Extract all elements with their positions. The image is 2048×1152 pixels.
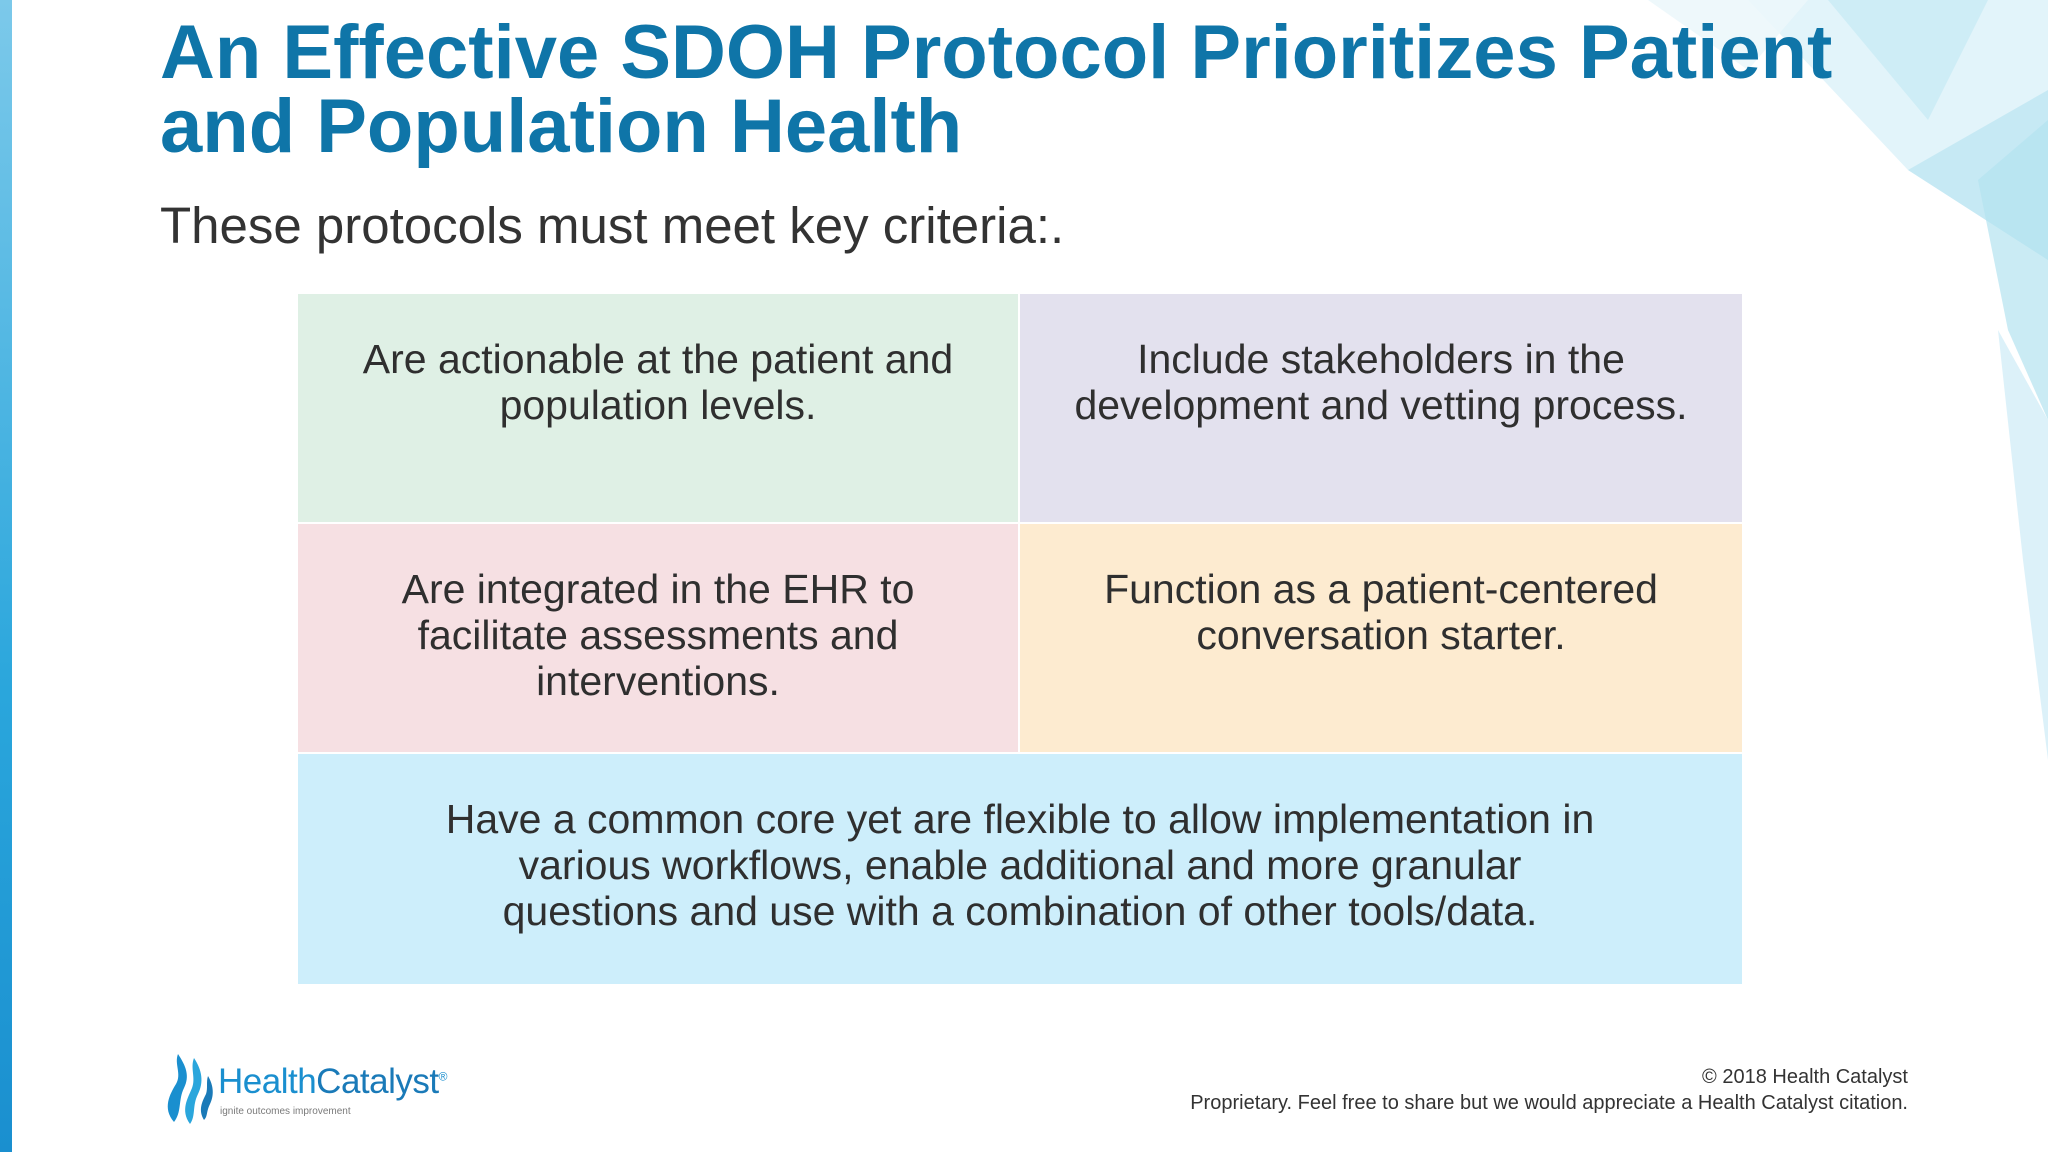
slide-subtitle: These protocols must meet key criteria:. xyxy=(160,197,1065,254)
logo-trademark: ® xyxy=(438,1069,447,1084)
left-accent-stripe xyxy=(0,0,12,1152)
logo-wordmark xyxy=(218,1062,447,1102)
slide-title: An Effective SDOH Protocol Prioritizes Patient and Population Health xyxy=(160,10,1833,169)
footer-notice: Proprietary. Feel free to share but we would appreciate a Health Catalyst citation. xyxy=(1190,1092,1908,1114)
health-catalyst-logo xyxy=(160,1050,460,1130)
logo-tagline: ignite outcomes improvement xyxy=(220,1106,351,1117)
footer xyxy=(1190,1064,1908,1116)
criteria-box-stakeholders: Include stakeholders in the development and vetting process. xyxy=(1020,294,1742,522)
criteria-grid xyxy=(298,294,1742,984)
criteria-box-ehr-integration: Are integrated in the EHR to facilitate assessments and interventions. xyxy=(298,524,1018,752)
criteria-box-common-core: Have a common core yet are flexible to allow implementation in various workflows, enable additional and more granular questions and use with a combination of other tools/data. xyxy=(298,754,1742,984)
logo-name-health: Health xyxy=(218,1062,317,1101)
criteria-box-conversation-starter: Function as a patient-centered conversation starter. xyxy=(1020,524,1742,752)
footer-copyright: © 2018 Health Catalyst xyxy=(1702,1066,1908,1088)
logo-name-catalyst: Catalyst xyxy=(316,1062,439,1101)
flame-logo-icon xyxy=(160,1050,214,1126)
criteria-box-actionable: Are actionable at the patient and population levels. xyxy=(298,294,1018,522)
